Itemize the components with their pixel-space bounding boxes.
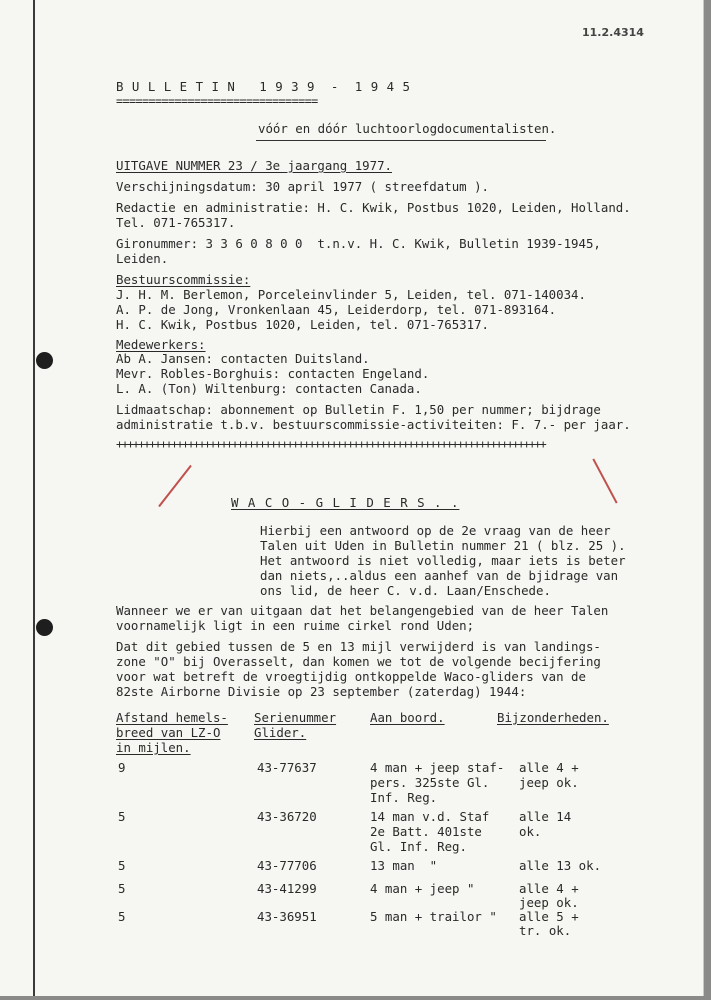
table-header-distance: breed van LZ-O bbox=[116, 725, 221, 740]
table-cell-distance: 5 bbox=[118, 881, 126, 896]
subtitle-rule bbox=[256, 140, 546, 141]
paragraph-line: voor wat betreft de vroegtijdig ontkoppelde Waco-gliders van de bbox=[116, 669, 586, 684]
table-cell-aboard: 13 man " bbox=[370, 858, 438, 873]
margin-line bbox=[33, 0, 35, 996]
table-cell-aboard: pers. 325ste Gl. bbox=[370, 775, 490, 790]
pencil-mark bbox=[158, 465, 192, 507]
board-member: H. C. Kwik, Postbus 1020, Leiden, tel. 071-765317. bbox=[116, 317, 489, 332]
table-header-aboard: Aan boord. bbox=[370, 710, 445, 725]
intro-line: dan niets,..aldus een aanhef van de bjidrage van bbox=[260, 568, 619, 583]
table-cell-serial: 43-36720 bbox=[257, 809, 317, 824]
editorial-line-1: Redactie en administratie: H. C. Kwik, Postbus 1020, Leiden, Holland. bbox=[116, 200, 631, 215]
separator-line: ++++++++++++++++++++++++++++++++++++++++++++++++++++++++++++++++++++++++++++++ bbox=[116, 437, 546, 451]
intro-line: Het antwoord is niet volledig, maar iets is beter bbox=[260, 553, 626, 568]
membership-line-1: Lidmaatschap: abonnement op Bulletin F. 1,50 per nummer; bijdrage bbox=[116, 402, 601, 417]
table-cell-notes: tr. ok. bbox=[519, 923, 572, 938]
bulletin-title: B U L L E T I N 1 9 3 9 - 1 9 4 5 bbox=[116, 79, 411, 94]
table-header-serial: Serienummer bbox=[254, 710, 337, 725]
intro-line: Hierbij een antwoord op de 2e vraag van de heer bbox=[260, 523, 611, 538]
table-cell-notes: alle 5 + bbox=[519, 909, 579, 924]
table-header-distance: Afstand hemels- bbox=[116, 710, 228, 725]
membership-line-2: administratie t.b.v. bestuurscommissie-activiteiten: F. 7.- per jaar. bbox=[116, 417, 631, 432]
editorial-line-2: Tel. 071-765317. bbox=[116, 215, 236, 230]
board-member: J. H. M. Berlemon, Porceleinvlinder 5, Leiden, tel. 071-140034. bbox=[116, 287, 586, 302]
table-cell-serial: 43-41299 bbox=[257, 881, 317, 896]
paragraph-line: voornamelijk ligt in een ruime cirkel rond Uden; bbox=[116, 618, 475, 633]
title-double-rule: =============================== bbox=[116, 94, 318, 108]
table-cell-aboard: 5 man + trailor " bbox=[370, 909, 497, 924]
table-cell-distance: 5 bbox=[118, 858, 126, 873]
giro-line-1: Gironummer: 3 3 6 0 8 0 0 t.n.v. H. C. Kwik, Bulletin 1939-1945, bbox=[116, 236, 601, 251]
archive-number: 11.2.4314 bbox=[582, 26, 644, 39]
paragraph-line: 82ste Airborne Divisie op 23 september (zaterdag) 1944: bbox=[116, 684, 527, 699]
paragraph-line: zone "O" bij Overasselt, dan komen we tot de volgende becijfering bbox=[116, 654, 601, 669]
table-cell-aboard: 14 man v.d. Staf bbox=[370, 809, 490, 824]
table-cell-distance: 5 bbox=[118, 909, 126, 924]
table-header-serial: Glider. bbox=[254, 725, 307, 740]
table-cell-aboard: Gl. Inf. Reg. bbox=[370, 839, 467, 854]
issue-line: UITGAVE NUMMER 23 / 3e jaargang 1977. bbox=[116, 158, 393, 173]
issue-date: Verschijningsdatum: 30 april 1977 ( streefdatum ). bbox=[116, 179, 489, 194]
table-cell-aboard: 4 man + jeep staf- bbox=[370, 760, 505, 775]
table-cell-distance: 9 bbox=[118, 760, 126, 775]
table-cell-aboard: 4 man + jeep " bbox=[370, 881, 475, 896]
table-header-notes: Bijzonderheden. bbox=[497, 710, 609, 725]
pencil-mark bbox=[592, 458, 617, 503]
intro-line: Talen uit Uden in Bulletin nummer 21 ( blz. 25 ). bbox=[260, 538, 626, 553]
table-cell-notes: jeep ok. bbox=[519, 895, 579, 910]
table-header-distance: in mijlen. bbox=[116, 740, 191, 755]
paragraph-line: Dat dit gebied tussen de 5 en 13 mijl verwijderd is van landings- bbox=[116, 639, 601, 654]
table-cell-notes: alle 4 + bbox=[519, 881, 579, 896]
staff-member: Ab A. Jansen: contacten Duitsland. bbox=[116, 351, 370, 366]
table-cell-notes: jeep ok. bbox=[519, 775, 579, 790]
table-cell-notes: alle 4 + bbox=[519, 760, 579, 775]
intro-line: ons lid, de heer C. v.d. Laan/Enschede. bbox=[260, 583, 551, 598]
punch-hole bbox=[36, 619, 53, 636]
paragraph-line: Wanneer we er van uitgaan dat het belangengebied van de heer Talen bbox=[116, 603, 609, 618]
giro-line-2: Leiden. bbox=[116, 251, 169, 266]
table-cell-serial: 43-77706 bbox=[257, 858, 317, 873]
board-heading: Bestuurscommissie: bbox=[116, 272, 251, 287]
table-cell-notes: alle 13 ok. bbox=[519, 858, 602, 873]
punch-hole bbox=[36, 352, 53, 369]
staff-member: Mevr. Robles-Borghuis: contacten Engeland. bbox=[116, 366, 430, 381]
table-cell-serial: 43-77637 bbox=[257, 760, 317, 775]
table-cell-notes: ok. bbox=[519, 824, 542, 839]
staff-member: L. A. (Ton) Wiltenburg: contacten Canada. bbox=[116, 381, 422, 396]
table-cell-aboard: 2e Batt. 401ste bbox=[370, 824, 482, 839]
table-cell-notes: alle 14 bbox=[519, 809, 572, 824]
table-cell-distance: 5 bbox=[118, 809, 126, 824]
table-cell-aboard: Inf. Reg. bbox=[370, 790, 438, 805]
board-member: A. P. de Jong, Vronkenlaan 45, Leiderdorp, tel. 071-893164. bbox=[116, 302, 557, 317]
staff-heading: Medewerkers: bbox=[116, 337, 206, 352]
table-cell-serial: 43-36951 bbox=[257, 909, 317, 924]
bulletin-subtitle: vóór en dóór luchtoorlogdocumentalisten. bbox=[258, 121, 557, 136]
section-title: W A C O - G L I D E R S . . bbox=[231, 495, 460, 510]
